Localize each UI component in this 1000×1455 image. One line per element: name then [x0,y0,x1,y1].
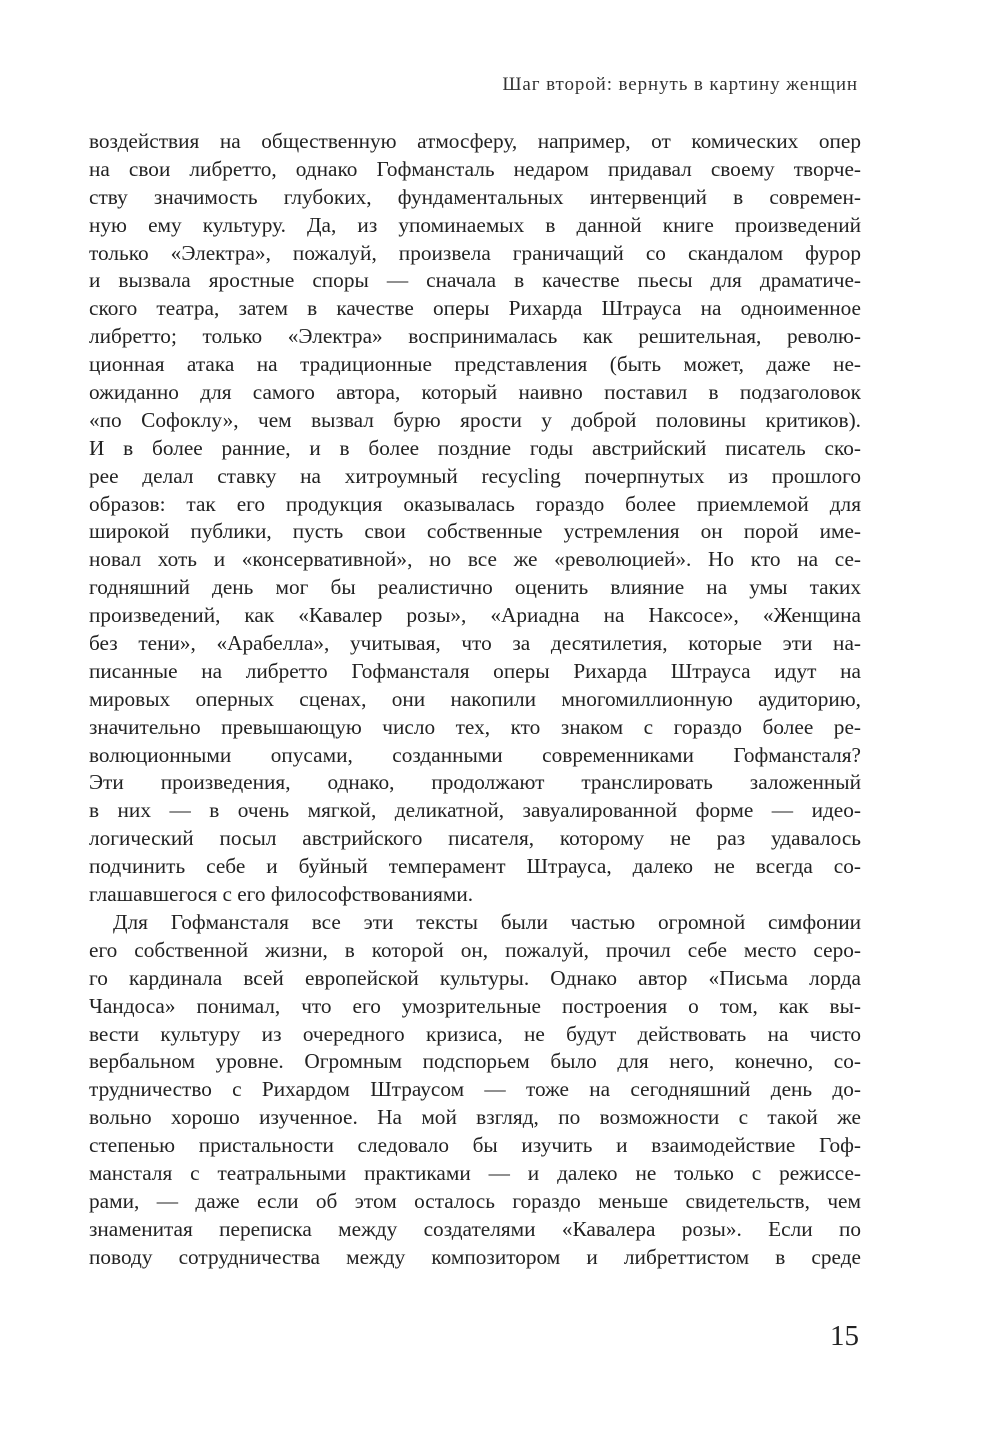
text-line: волюционными опусами, созданными современниками Гофмансталя? [89,742,861,767]
text-line: воздействия на общественную атмосферу, например, от комических опер [89,129,861,153]
text-line: мансталя с театральными практиками — и далеко не только с режиссе- [89,1160,861,1185]
text-line: мировых оперных сценах, они накопили многомиллионную аудиторию, [89,686,861,711]
text-line: глашавшегося с его философствованиями. [89,882,474,907]
text-line: ную ему культуру. Да, из упоминаемых в данной книге произведений [89,212,861,237]
paragraph [89,909,861,1272]
text-line: подчинить себе и буйный темперамент Штрауса, далеко не всегда со- [89,854,861,879]
text-line: «по Софоклу», чем вызвал бурю ярости у доброй половины критиков). [89,407,861,432]
page-number: 15 [830,1320,859,1352]
text-line: вести культуру из очередного кризиса, не будут действовать на чисто [89,1021,861,1046]
text-line: И в более ранние, и в более поздние годы австрийский писатель ско- [89,435,861,460]
text-line: го кардинала всей европейской культуры. Однако автор «Письма лорда [89,965,861,990]
text-line: рее делал ставку на хитроумный recycling почерпнутых из прошлого [89,463,861,488]
text-line: годняшний день мог бы реалистично оценить влияние на умы таких [89,575,861,600]
body-text [89,128,861,1272]
text-line: ционная атака на традиционные представления (быть может, даже не- [89,352,861,377]
text-line: в них — в очень мягкой, деликатной, завуалированной форме — идео- [89,798,861,823]
text-line: новал хоть и «консервативной», но все же «революцией». Но кто на се- [89,547,861,572]
running-head: Шаг второй: вернуть в картину женщин [502,74,858,95]
text-line: либретто; только «Электра» воспринималась как решительная, револю- [89,324,861,349]
text-line: произведений, как «Кавалер розы», «Ариадна на Наксосе», «Женщина [89,603,861,628]
text-line: Для Гофмансталя все эти тексты были частью огромной симфонии [113,909,861,934]
text-line: поводу сотрудничества между композитором и либреттистом в среде [89,1244,861,1269]
text-line: образов: так его продукция оказывалась гораздо более приемлемой для [89,491,861,516]
text-line: его собственной жизни, в которой он, пожалуй, прочил себе место серо- [89,937,861,962]
text-line: ству значимость глубоких, фундаментальных интервенций в современ- [89,184,861,209]
text-line: и вызвала яростные споры — сначала в качестве пьесы для драматиче- [89,268,861,293]
text-line: ожиданно для самого автора, который наивно поставил в подзаголовок [89,380,861,405]
text-line: на свои либретто, однако Гофмансталь недаром придавал своему творче- [89,156,861,181]
text-line: писанные на либретто Гофмансталя оперы Рихарда Штрауса идут на [89,658,861,683]
text-line: знаменитая переписка между создателями «Кавалера розы». Если по [89,1216,861,1241]
text-line: трудничество с Рихардом Штраусом — тоже на сегодняшний день до- [89,1077,861,1102]
text-line: вольно хорошо изученное. На мой взгляд, по возможности с такой же [89,1105,861,1130]
text-line: степенью пристальности следовало бы изучить и взаимодействие Гоф- [89,1133,861,1158]
text-line: только «Электра», пожалуй, произвела граничащий со скандалом фурор [89,240,861,265]
text-line: рами, — даже если об этом осталось гораздо меньше свидетельств, чем [89,1188,861,1213]
text-line: ского театра, затем в качестве оперы Рихарда Штрауса на одноименное [89,296,861,321]
text-line: Чандоса» понимал, что его умозрительные построения о том, как вы- [89,993,861,1018]
text-line: без тени», «Арабелла», учитывая, что за десятилетия, которые эти на- [89,631,861,656]
text-line: значительно превышающую число тех, кто знаком с гораздо более ре- [89,714,861,739]
text-line: вербальном уровне. Огромным подспорьем было для него, конечно, со- [89,1049,861,1074]
text-line: Эти произведения, однако, продолжают транслировать заложенный [89,770,861,795]
paragraph [89,128,861,909]
text-line: логический посыл австрийского писателя, которому не раз удавалось [89,826,861,851]
text-line: широкой публики, пусть свои собственные устремления он порой име- [89,519,861,544]
